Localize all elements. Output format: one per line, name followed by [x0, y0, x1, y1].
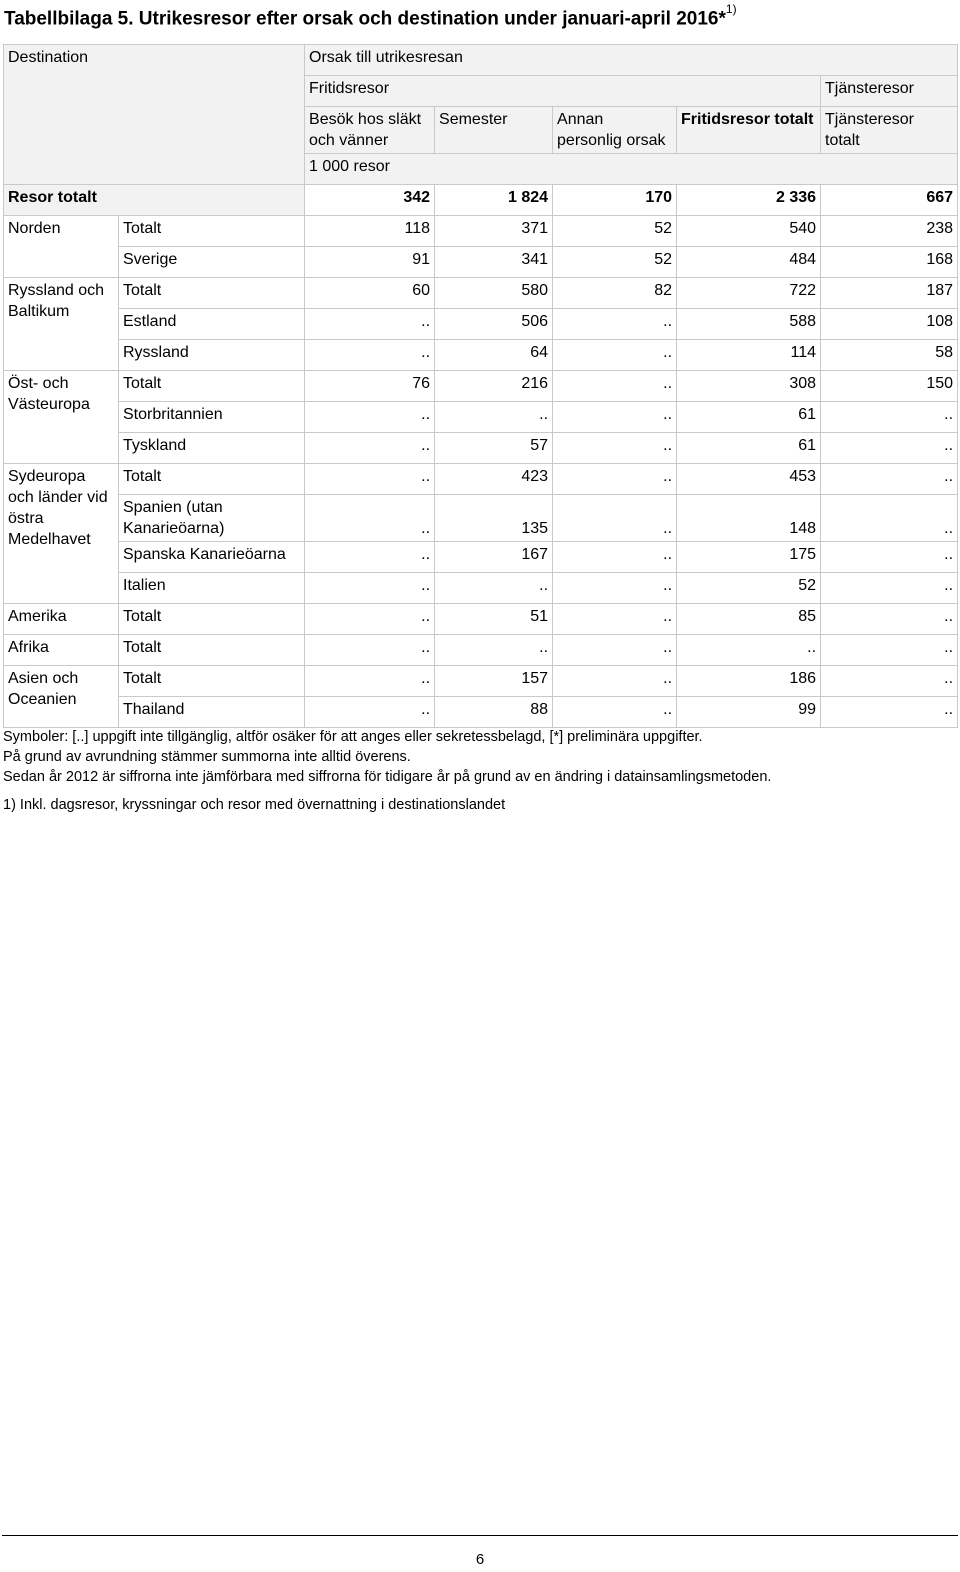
table-row	[4, 542, 958, 573]
title-footnote-marker: 1)	[725, 2, 737, 16]
region-label: Norden	[4, 216, 119, 278]
cell: 580	[435, 278, 553, 309]
cell: ..	[553, 340, 677, 371]
cell: 423	[435, 464, 553, 495]
region-label: Asien och Oceanien	[4, 666, 119, 728]
cell: 371	[435, 216, 553, 247]
table-row	[4, 604, 958, 635]
header-row-1	[4, 45, 958, 76]
table-row-total	[4, 185, 958, 216]
table-row	[4, 433, 958, 464]
cell: ..	[553, 371, 677, 402]
cell: ..	[553, 604, 677, 635]
cell: 167	[435, 542, 553, 573]
sub-label: Totalt	[119, 216, 305, 247]
header-holiday: Semester	[435, 107, 553, 154]
cell: ..	[821, 433, 958, 464]
cell: 150	[821, 371, 958, 402]
region-label: Amerika	[4, 604, 119, 635]
cell: ..	[553, 402, 677, 433]
cell: 99	[677, 697, 821, 728]
table-row	[4, 464, 958, 495]
cell: ..	[435, 402, 553, 433]
cell: ..	[305, 573, 435, 604]
cell: 186	[677, 666, 821, 697]
cell: ..	[305, 666, 435, 697]
cell: ..	[305, 309, 435, 340]
table-row	[4, 340, 958, 371]
cell: 52	[553, 216, 677, 247]
cell: ..	[553, 495, 677, 542]
footer-divider	[2, 1535, 958, 1536]
cell: ..	[553, 635, 677, 666]
cell: 118	[305, 216, 435, 247]
cell: 108	[821, 309, 958, 340]
cell: 168	[821, 247, 958, 278]
cell: ..	[305, 635, 435, 666]
cell: ..	[305, 542, 435, 573]
cell: 52	[677, 573, 821, 604]
cell: 58	[821, 340, 958, 371]
cell: 187	[821, 278, 958, 309]
cell: 484	[677, 247, 821, 278]
cell: 308	[677, 371, 821, 402]
cell: 238	[821, 216, 958, 247]
cell: 175	[677, 542, 821, 573]
cell: ..	[553, 697, 677, 728]
cell: ..	[821, 402, 958, 433]
footnote: 1) Inkl. dagsresor, kryssningar och resor med övernattning i destinationslandet	[3, 797, 506, 813]
cell: ..	[821, 495, 958, 542]
cell: 170	[553, 185, 677, 216]
cell: ..	[305, 402, 435, 433]
cell: ..	[821, 464, 958, 495]
header-leisure-group: Fritidsresor	[305, 76, 821, 107]
cell: 60	[305, 278, 435, 309]
sub-label: Estland	[119, 309, 305, 340]
sub-label: Sverige	[119, 247, 305, 278]
rounding-note: På grund av avrundning stämmer summorna inte alltid överens.	[3, 749, 411, 765]
cell: 135	[435, 495, 553, 542]
page-title: Tabellbilaga 5. Utrikesresor efter orsak och destination under januari-april 2016*$^{1)}$	[4, 2, 737, 30]
notes	[3, 727, 771, 815]
cell: ..	[305, 604, 435, 635]
sub-label: Storbritannien	[119, 402, 305, 433]
region-label: Ryssland och Baltikum	[4, 278, 119, 371]
cell: ..	[553, 309, 677, 340]
cell: 51	[435, 604, 553, 635]
cell: 61	[677, 433, 821, 464]
header-business-total: Tjänsteresor totalt	[821, 107, 958, 154]
cell: 61	[677, 402, 821, 433]
cell: 216	[435, 371, 553, 402]
cell: ..	[305, 340, 435, 371]
cell: ..	[553, 542, 677, 573]
cell: ..	[821, 542, 958, 573]
cell: ..	[435, 635, 553, 666]
cell: ..	[677, 635, 821, 666]
header-other: Annan personlig orsak	[553, 107, 677, 154]
table-row	[4, 635, 958, 666]
table-row	[4, 573, 958, 604]
sub-label: Totalt	[119, 278, 305, 309]
header-destination: Destination	[4, 45, 305, 185]
table-row	[4, 666, 958, 697]
table-row	[4, 402, 958, 433]
cell: 91	[305, 247, 435, 278]
cell: 341	[435, 247, 553, 278]
cell: 667	[821, 185, 958, 216]
travel-table	[3, 44, 958, 728]
header-business-group: Tjänsteresor	[821, 76, 958, 107]
sub-label: Totalt	[119, 666, 305, 697]
table-row	[4, 309, 958, 340]
cell: 88	[435, 697, 553, 728]
cell: 1 824	[435, 185, 553, 216]
symbols-note: Symboler: [..] uppgift inte tillgänglig, altför osäker för att anges eller sekretessbelagd, [*] preliminära uppgifter.	[3, 729, 703, 745]
header-unit: 1 000 resor	[305, 154, 958, 185]
sub-label: Totalt	[119, 604, 305, 635]
cell: ..	[821, 604, 958, 635]
table-row	[4, 216, 958, 247]
cell: ..	[305, 697, 435, 728]
cell: 52	[553, 247, 677, 278]
header-reason: Orsak till utrikesresan	[305, 45, 958, 76]
cell: 76	[305, 371, 435, 402]
cell: 2 336	[677, 185, 821, 216]
header-family: Besök hos släkt och vänner	[305, 107, 435, 154]
cell: 57	[435, 433, 553, 464]
table-row	[4, 247, 958, 278]
table-row	[4, 495, 958, 542]
sub-label: Totalt	[119, 635, 305, 666]
cell: 82	[553, 278, 677, 309]
header-leisure-total: Fritidsresor totalt	[677, 107, 821, 154]
region-label: Sydeuropa och länder vid östra Medelhavet	[4, 464, 119, 604]
cell: 114	[677, 340, 821, 371]
page-number: 6	[475, 1551, 485, 1568]
cell: ..	[821, 635, 958, 666]
cell: ..	[553, 666, 677, 697]
cell: ..	[305, 464, 435, 495]
region-label: Öst- och Västeuropa	[4, 371, 119, 464]
sub-label: Italien	[119, 573, 305, 604]
method-note: Sedan år 2012 är siffrorna inte jämförbara med siffrorna för tidigare år på grund av en ändring i datainsamlingsmetoden.	[3, 769, 772, 785]
sub-label: Totalt	[119, 464, 305, 495]
sub-label: Thailand	[119, 697, 305, 728]
table-row	[4, 371, 958, 402]
sub-label: Ryssland	[119, 340, 305, 371]
cell: 453	[677, 464, 821, 495]
cell: ..	[821, 666, 958, 697]
cell: ..	[553, 433, 677, 464]
cell: ..	[553, 573, 677, 604]
cell: 722	[677, 278, 821, 309]
cell: ..	[553, 464, 677, 495]
cell: ..	[821, 697, 958, 728]
cell: ..	[305, 495, 435, 542]
total-label: Resor totalt	[4, 185, 305, 216]
cell: 157	[435, 666, 553, 697]
sub-label: Spanien (utan Kanarieöarna)	[119, 495, 305, 542]
cell: 506	[435, 309, 553, 340]
table-row	[4, 278, 958, 309]
sub-label: Spanska Kanarieöarna	[119, 542, 305, 573]
cell: ..	[435, 573, 553, 604]
cell: 588	[677, 309, 821, 340]
cell: 342	[305, 185, 435, 216]
region-label: Afrika	[4, 635, 119, 666]
table-row	[4, 697, 958, 728]
cell: 148	[677, 495, 821, 542]
sub-label: Totalt	[119, 371, 305, 402]
cell: 85	[677, 604, 821, 635]
cell: ..	[821, 573, 958, 604]
cell: 540	[677, 216, 821, 247]
cell: ..	[305, 433, 435, 464]
cell: 64	[435, 340, 553, 371]
sub-label: Tyskland	[119, 433, 305, 464]
